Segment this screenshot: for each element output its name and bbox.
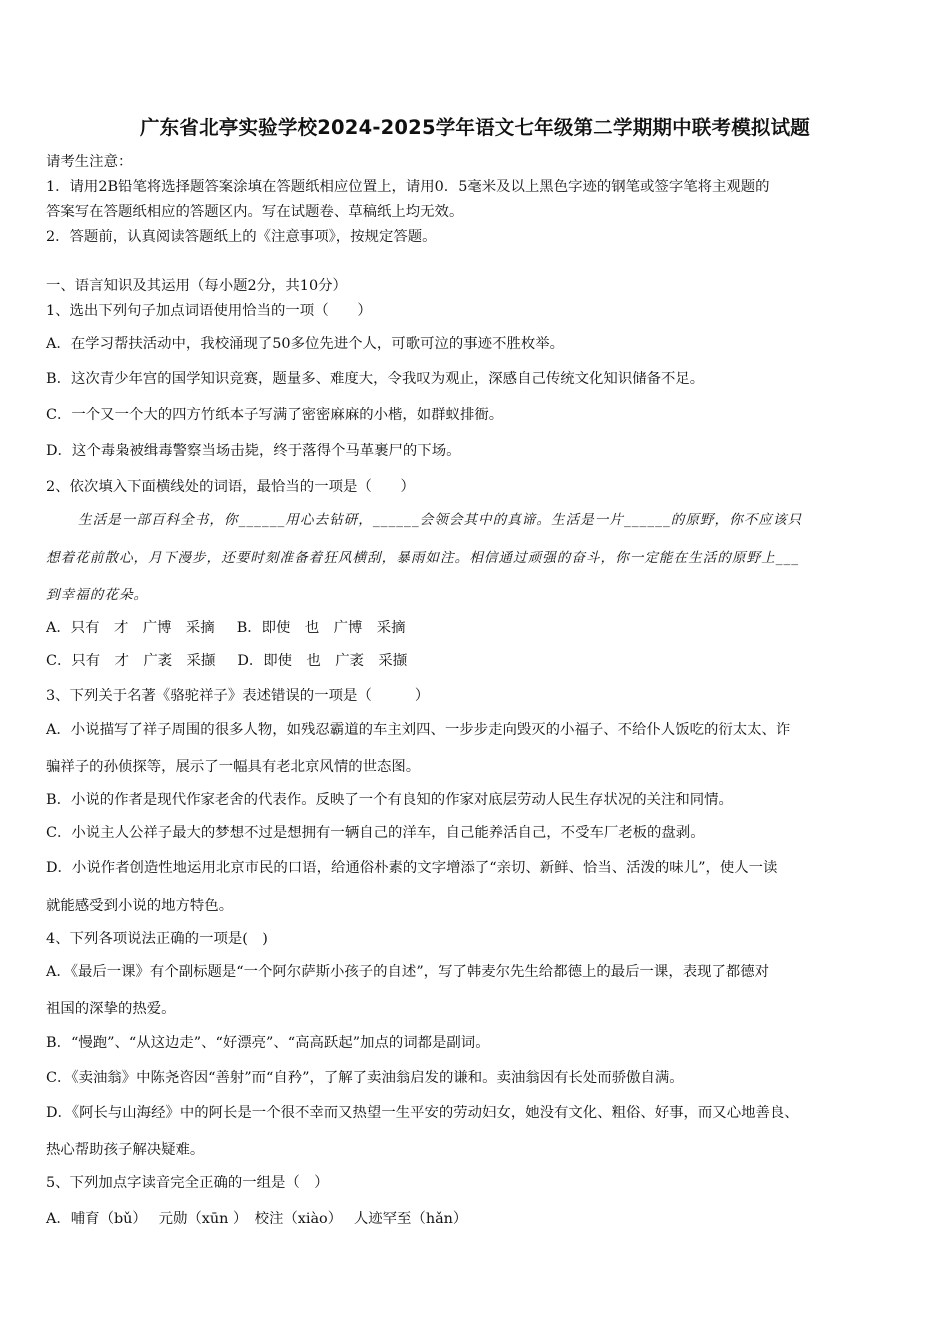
question-1-option-c: C．一个又一个大的四方竹纸本子写满了密密麻麻的小楷，如群蚁排衙。	[46, 407, 504, 423]
question-1-option-b: B．这次青少年宫的国学知识竞赛，题量多、难度大，令我叹为观止，深感自己传统文化知识储备不足。	[46, 371, 705, 387]
question-3-stem: 3、下列关于名著《骆驼祥子》表述错误的一项是（ ）	[46, 688, 430, 704]
notice-item-2: 2．答题前，认真阅读答题纸上的《注意事项》，按规定答题。	[46, 229, 437, 245]
question-3-option-a-cont: 骗祥子的孙侦探等，展示了一幅具有老北京风情的世态图。	[46, 759, 421, 775]
notice-heading: 请考生注意：	[46, 154, 133, 170]
question-3-option-b: B．小说的作者是现代作家老舍的代表作。反映了一个有良知的作家对底层劳动人民生存状况的关注和同情。	[46, 792, 733, 808]
section-heading: 一、语言知识及其运用（每小题2分，共10分）	[46, 278, 347, 294]
question-4-option-a: A．《最后一课》有个副标题是“一个阿尔萨斯小孩子的自述”，写了韩麦尔先生给都德上的最后一课，表现了都德对	[46, 964, 770, 980]
notice-item-1: 1．请用2B铅笔将选择题答案涂填在答题纸相应位置上，请用0．5毫米及以上黑色字迹的钢笔或签字笔将主观题的	[46, 179, 770, 195]
question-4-option-c: C．《卖油翁》中陈尧咨因“善射”而“自矜”，了解了卖油翁启发的谦和。卖油翁因有长处而骄傲自满。	[46, 1070, 684, 1086]
question-4-stem: 4、下列各项说法正确的一项是( )	[46, 931, 268, 947]
question-2-option-c: C．只有 才 广袤 采撷	[46, 653, 216, 669]
question-3-option-a: A．小说描写了祥子周围的很多人物，如残忍霸道的车主刘四、一步步走向毁灭的小福子、不给仆人饭吃的衍太太、诈	[46, 722, 791, 738]
question-4-option-b: B．“慢跑”、“从这边走”、“好漂亮”、“高高跃起”加点的词都是副词。	[46, 1035, 490, 1051]
question-3-option-d: D．小说作者创造性地运用北京市民的口语，给通俗朴素的文字增添了“亲切、新鲜、恰当、活泼的味儿”，使人一读	[46, 860, 778, 876]
question-5-option-a: A．哺育（bǔ） 元勋（xūn ） 校注（xiào） 人迹罕至（hǎn）	[46, 1211, 468, 1227]
question-3-option-c: C．小说主人公祥子最大的梦想不过是想拥有一辆自己的洋车，自己能养活自己，不受车厂老板的盘剥。	[46, 825, 705, 841]
question-2-option-a: A．只有 才 广博 采摘	[46, 620, 215, 636]
question-2-passage-line-1: 生活是一部百科全书，你______用心去钻研，______会领会其中的真谛。生活是一片______的原野，你不应该只	[78, 512, 803, 528]
question-4-option-d-cont: 热心帮助孩子解决疑难。	[46, 1142, 205, 1158]
question-2-passage-line-2: 想着花前散心，月下漫步，还要时刻准备着狂风横刮，暴雨如注。相信通过顽强的奋斗，你一定能在生活的原野上___	[46, 550, 800, 566]
question-1-option-a: A．在学习帮扶活动中，我校涌现了50多位先进个人，可歌可泣的事迹不胜枚举。	[46, 336, 564, 352]
question-2-option-b: B．即使 也 广博 采摘	[236, 620, 406, 636]
question-2-options-row-2	[46, 651, 906, 671]
question-2-passage-line-3: 到幸福的花朵。	[46, 587, 149, 603]
page-title: 广东省北亭实验学校2024-2025学年语文七年级第二学期期中联考模拟试题	[139, 116, 811, 139]
question-3-option-d-cont: 就能感受到小说的地方特色。	[46, 898, 234, 914]
question-2-options-row-1	[46, 618, 906, 638]
question-5-stem: 5、下列加点字读音完全正确的一组是（ ）	[46, 1175, 329, 1191]
question-1-stem: 1、选出下列句子加点词语使用恰当的一项（ ）	[46, 303, 372, 319]
question-2-option-d: D．即使 也 广袤 采撷	[237, 653, 408, 669]
question-2-stem: 2、依次填入下面横线处的词语，最恰当的一项是（ ）	[46, 479, 415, 495]
question-1-option-d: D．这个毒枭被缉毒警察当场击毙，终于落得个马革裹尸的下场。	[46, 443, 461, 459]
question-4-option-d: D．《阿长与山海经》中的阿长是一个很不幸而又热望一生平安的劳动妇女，她没有文化、粗俗、好事，而又心地善良、	[46, 1105, 799, 1121]
notice-item-1-cont: 答案写在答题纸相应的答题区内。写在试题卷、草稿纸上均无效。	[46, 204, 464, 220]
question-4-option-a-cont: 祖国的深挚的热爱。	[46, 1001, 176, 1017]
